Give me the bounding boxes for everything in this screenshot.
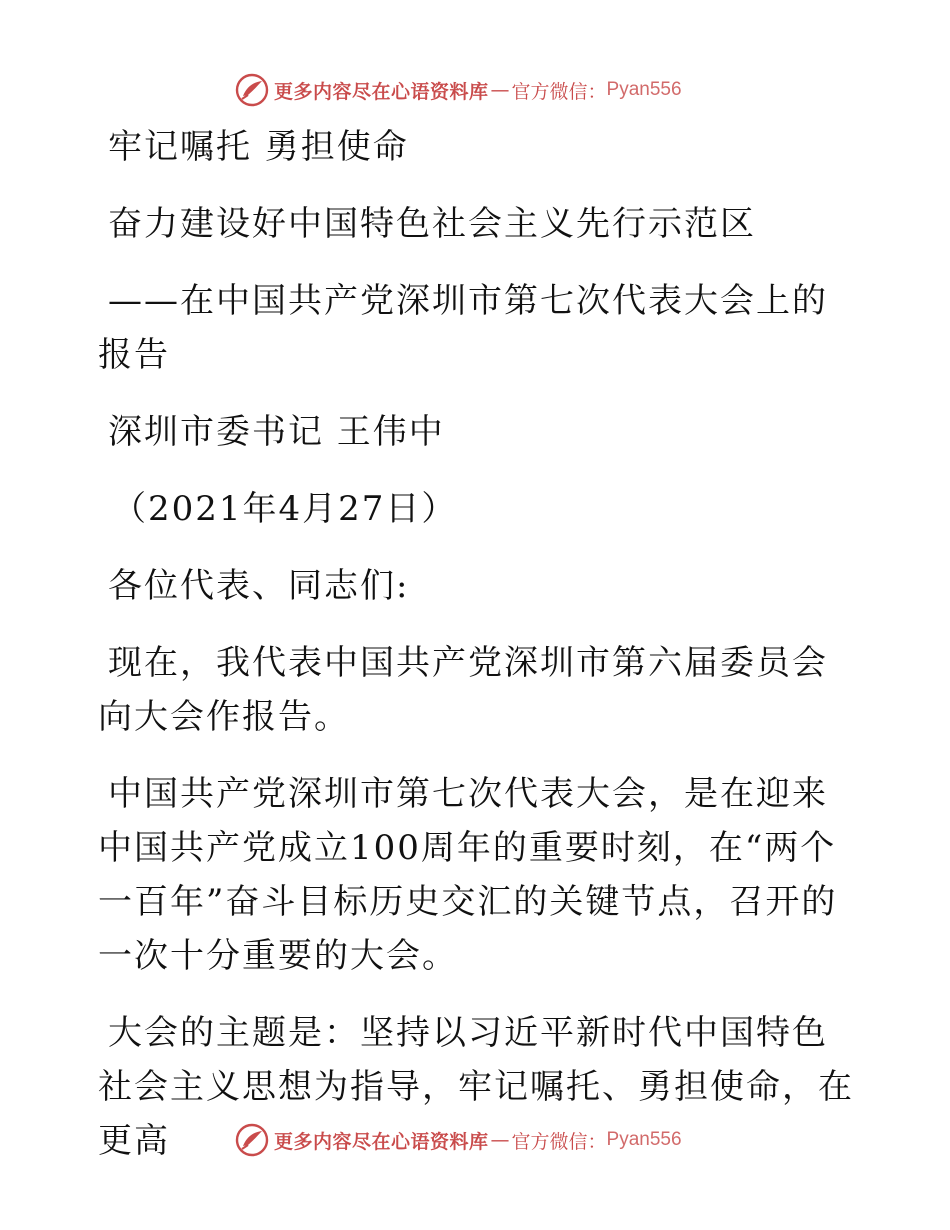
- pen-logo-icon: [234, 72, 270, 108]
- report-subtitle: ——在中国共产党深圳市第七次代表大会上的报告: [98, 281, 828, 375]
- report-date: （2021年4月27日）: [112, 489, 458, 529]
- report-title-line-1: 牢记嘱托 勇担使命: [108, 127, 409, 167]
- watermark-wechat-id: Pyan556: [606, 79, 682, 100]
- report-title-line-2: 奋力建设好中国特色社会主义先行示范区: [108, 204, 756, 244]
- watermark-text: 更多内容尽在心语资料库: [274, 80, 489, 103]
- watermark-text: 更多内容尽在心语资料库: [274, 1130, 489, 1153]
- watermark-separator: —: [490, 1129, 510, 1151]
- watermark-wechat-id: Pyan556: [606, 1129, 682, 1150]
- watermark-label: 官方微信：: [511, 1130, 607, 1153]
- pen-logo-icon: [234, 1122, 270, 1158]
- body-paragraph: 大会的主题是：坚持以习近平新时代中国特色社会主义思想为指导，牢记嘱托、勇担使命，在更高: [98, 1013, 854, 1161]
- report-author: 深圳市委书记 王伟中: [108, 412, 445, 452]
- body-paragraph: 现在，我代表中国共产党深圳市第六届委员会向大会作报告。: [98, 643, 828, 737]
- body-paragraph: 中国共产党深圳市第七次代表大会，是在迎来中国共产党成立100周年的重要时刻，在“两个一百年”奋斗目标历史交汇的关键节点，召开的一次十分重要的大会。: [98, 774, 838, 976]
- watermark-header: [234, 70, 714, 110]
- watermark-footer: [234, 1120, 714, 1160]
- salutation: 各位代表、同志们:: [108, 566, 410, 606]
- document-body: [98, 120, 858, 1191]
- watermark-label: 官方微信：: [511, 80, 607, 103]
- watermark-separator: —: [490, 79, 510, 101]
